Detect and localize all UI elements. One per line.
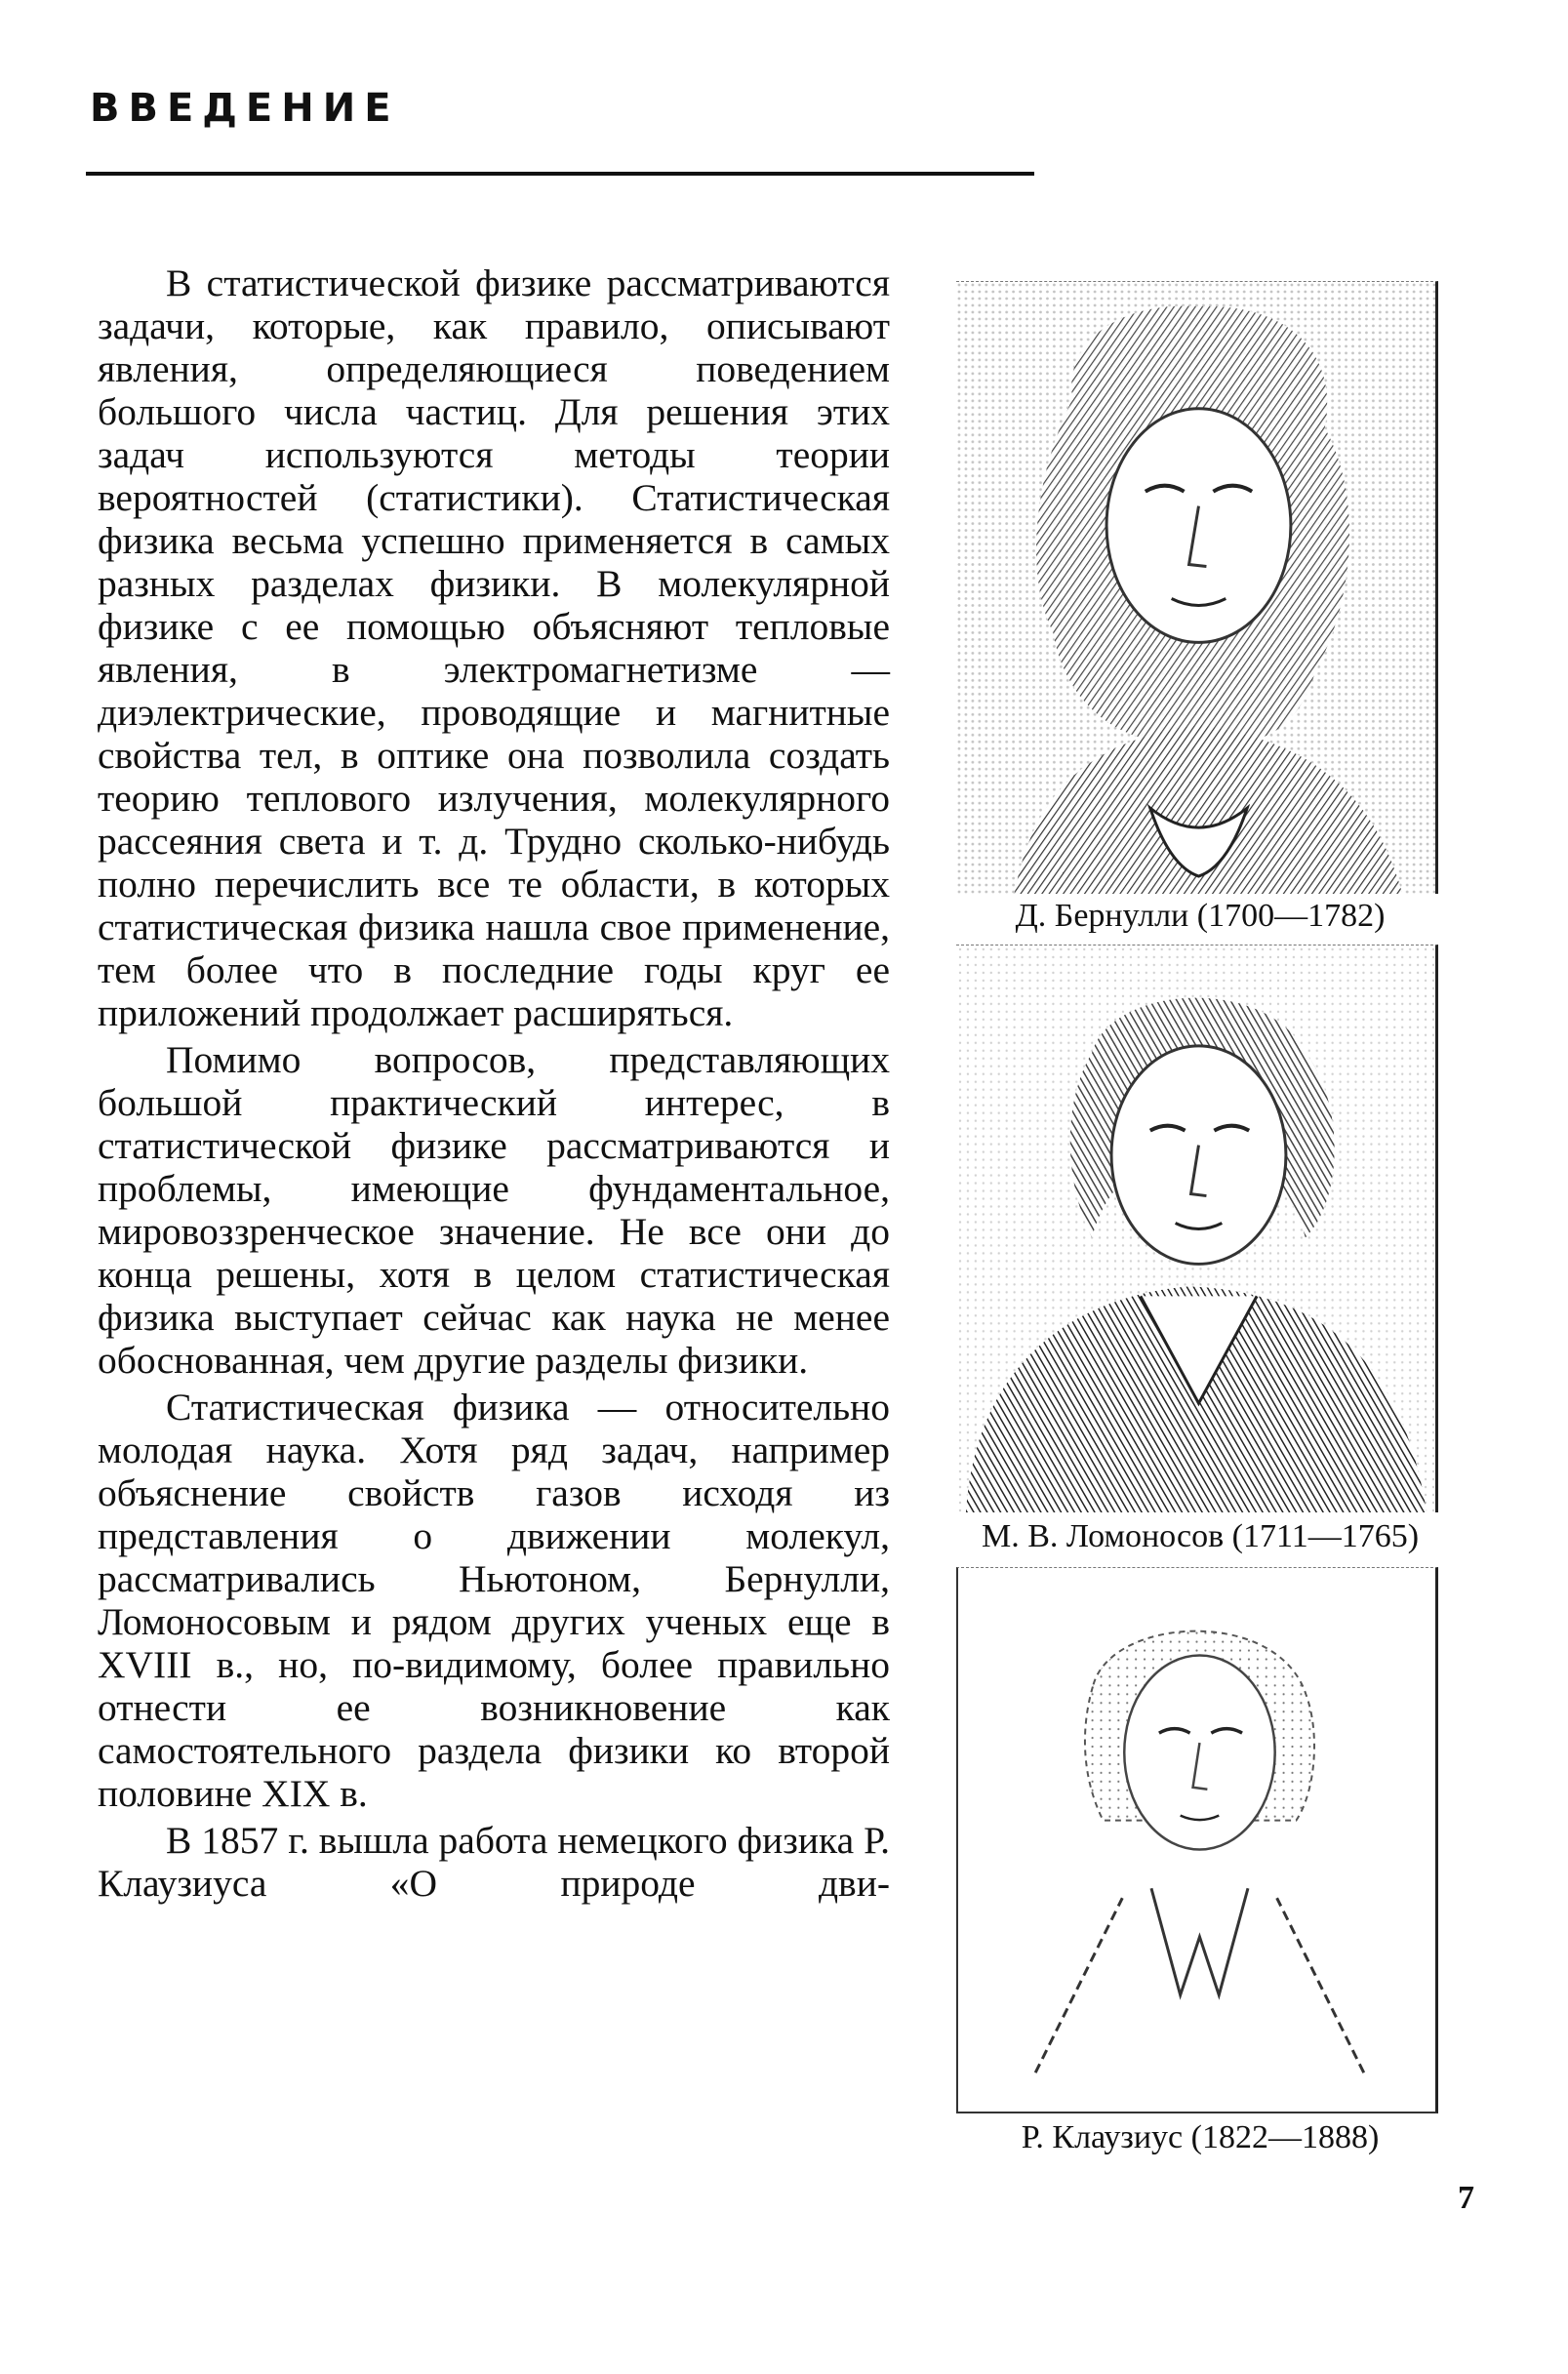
portrait-bernoulli	[956, 281, 1438, 894]
body-text	[98, 262, 890, 1909]
portrait-lomonosov	[956, 945, 1438, 1512]
paragraph-4: В 1857 г. вышла работа немецкого физика Р. Клаузиуса «О природе дви-	[98, 1819, 890, 1905]
paragraph-2: Помимо вопросов, представляющих большой практический интерес, в статистической физике рассматриваются и проблемы, имеющие фундаментальное, мировоззренческое значение. Не все они до конца решены, хотя в целом статистическая физика выступает сейчас как наука не менее обоснованная, чем другие разделы физики.	[98, 1038, 890, 1382]
heading-rule	[86, 172, 1034, 176]
page-number: 7	[1458, 2180, 1474, 2216]
caption-clausius: Р. Клаузиус (1822—1888)	[1021, 2119, 1380, 2155]
paragraph-3: Статистическая физика — относительно молодая наука. Хотя ряд задач, например объяснение свойств газов исходя из представления о движении молекул, рассматривались Ньютоном, Бернулли, Ломоносовым и рядом других ученых еще в XVIII в., но, по-видимому, более правильно отнести ее возникновение как самостоятельного раздела физики ко второй половине XIX в.	[98, 1386, 890, 1815]
caption-bernoulli: Д. Бернулли (1700—1782)	[1015, 898, 1386, 934]
paragraph-1: В статистической физике рассматриваются задачи, которые, как правило, описывают явления, определяющиеся поведением большого числа частиц. Для решения этих задач используются методы теории вероятностей (статистики). Статистическая физика весьма успешно применяется в самых разных разделах физики. В молекулярной физике с ее помощью объясняют тепловые явления, в электромагнетизме — диэлектрические, проводящие и магнитные свойства тел, в оптике она позволила создать теорию теплового излучения, молекулярного рассеяния света и т. д. Трудно сколько-нибудь полно перечислить все те области, в которых статистическая физика нашла свое применение, тем более что в последние годы круг ее приложений продолжает расширяться.	[98, 262, 890, 1034]
chapter-heading: ВВЕДЕНИЕ	[90, 86, 400, 131]
caption-lomonosov: М. В. Ломоносов (1711—1765)	[981, 1518, 1420, 1554]
portrait-clausius	[956, 1567, 1438, 2113]
